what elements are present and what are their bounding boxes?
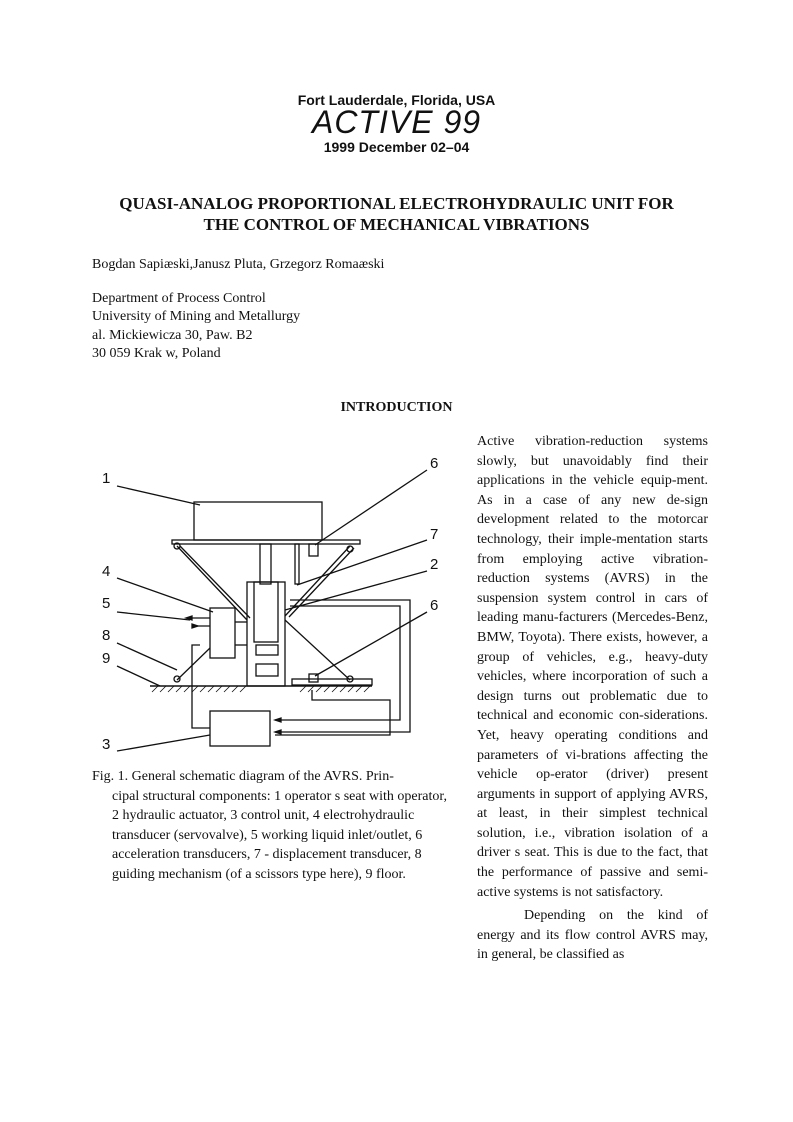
- figure-label: 8: [102, 627, 111, 644]
- body-paragraph: Depending on the kind of energy and its flow control AVRS may, in general, be classified as: [477, 908, 708, 963]
- figure-label: 6: [430, 455, 439, 472]
- affiliation-block: [92, 290, 300, 363]
- figure-label: 6: [430, 597, 439, 614]
- paper-authors: Bogdan Sapiæski,Janusz Pluta, Grzegorz Romaæski: [92, 257, 385, 272]
- body-paragraph: Active vibration-reduction systems slowly, but unavoidably find their applications in the vehicle equip-ment. As in a case of any new de-sign development related to the motorcar technology, their imple-mentation starts from employing active vibration-reduction systems (AVRS) in the suspension system control in cars of leading manu-facturers (Mercedes-Benz, BMW, Toyota). There exists, however, a group of vehicles, e.g., heavy-duty vehicles, where incorporation of such a design turns out problematic due to technical and economic con-siderations. Yet, heavy operating conditions and parameters of vi-brations affecting the vehicle op-erator (driver) present arguments in support of applying AVRS, at least, in their simplest technical solution, i.e., vibration isolation of a driver s seat. This is due to the fact, that the performance of passive and semi-active systems is not satisfactory.: [477, 434, 708, 900]
- figure-label: 3: [102, 736, 111, 753]
- affiliation-line: 30 059 Krak w, Poland: [92, 345, 221, 361]
- figure-label: 9: [102, 650, 111, 667]
- avrs-schematic-figure: [92, 445, 464, 760]
- figure-caption: [92, 767, 452, 885]
- figure-label: 4: [102, 563, 111, 580]
- figure-label: 1: [102, 470, 111, 487]
- conference-location: Fort Lauderdale, Florida, USA: [297, 92, 496, 108]
- paper-title-line1: QUASI-ANALOG PROPORTIONAL ELECTROHYDRAULIC UNIT FOR: [119, 194, 674, 213]
- figure-caption-body: cipal structural components: 1 operator s seat with operator, 2 hydraulic actuator, 3 control unit, 4 electrohydraulic transducer (servovalve), 5 working liquid inlet/outlet, 6 acceleration transducers, 7 - displacement transducer, 8 guiding mechanism (of a scissors type here), 9 floor.: [112, 788, 447, 882]
- conference-dates: 1999 December 02–04: [323, 139, 470, 155]
- figure-caption-first-line: Fig. 1. General schematic diagram of the AVRS. Prin-: [92, 769, 394, 784]
- figure-label: 2: [430, 556, 439, 573]
- affiliation-line: al. Mickiewicza 30, Paw. B2: [92, 327, 253, 343]
- figure-label: 5: [102, 595, 111, 612]
- paper-title-line2: THE CONTROL OF MECHANICAL VIBRATIONS: [203, 215, 590, 234]
- conference-logo: ACTIVE 99: [311, 104, 482, 140]
- section-heading: INTRODUCTION: [340, 400, 453, 415]
- body-text-column: [477, 432, 708, 965]
- figure-label: 7: [430, 526, 439, 543]
- affiliation-line: University of Mining and Metallurgy: [92, 309, 301, 325]
- affiliation-line: Department of Process Control: [92, 291, 266, 306]
